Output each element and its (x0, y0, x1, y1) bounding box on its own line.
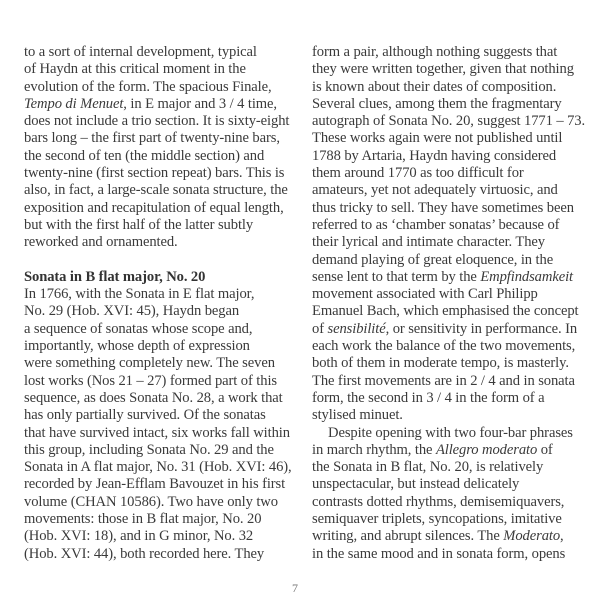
text-line: were something completely new. The seven (24, 355, 275, 372)
text-line: These works again were not published until (312, 130, 563, 147)
text-line: autograph of Sonata No. 20, suggest 1771 – 73. (312, 113, 586, 130)
text-line: the Sonata in B flat, No. 20, is relatively (312, 459, 544, 476)
text-line: a sequence of sonatas whose scope and, (24, 320, 253, 337)
text-line: the second of ten (the middle section) and (24, 147, 265, 164)
text-line: also, in fact, a large-scale sonata structure, the (24, 182, 288, 199)
text-line: in march rhythm, the Allegro moderato of (312, 441, 553, 458)
text-line: importantly, whose depth of expression (24, 338, 250, 355)
text-line: volume (CHAN 10586). Two have only two (24, 493, 278, 510)
italic-term: Empfindsamkeit (480, 268, 573, 285)
text-line: has only partially survived. Of the sonatas (24, 407, 266, 424)
text-line: of Haydn at this critical moment in the (24, 61, 246, 78)
paragraph (312, 425, 587, 563)
text-line: Tempo di Menuet, in E major and 3 / 4 time, (24, 95, 277, 112)
text-line: Several clues, among them the fragmentary (312, 95, 562, 112)
page-number: 7 (292, 581, 298, 595)
italic-term: Tempo di Menuet (24, 95, 124, 112)
text-line: does not include a trio section. It is sixty-eight (24, 113, 290, 130)
text-line: form a pair, although nothing suggests that (312, 44, 558, 60)
text-line: stylised minuet. (312, 407, 403, 424)
text-line: demand playing of great eloquence, in the (312, 251, 554, 268)
text-line: exposition and recapitulation of equal length, (24, 199, 284, 216)
text-line: contrasts dotted rhythms, demisemiquavers, (312, 493, 565, 510)
text-line: referred to as ‘chamber sonatas’ because of (312, 216, 560, 233)
paragraph (312, 44, 587, 425)
right-column (312, 44, 587, 563)
text-line: their lyrical and intimate character. They (312, 234, 545, 251)
text-line: No. 29 (Hob. XVI: 45), Haydn began (24, 303, 240, 320)
text-line: writing, and abrupt silences. The Moderato, (312, 528, 564, 545)
paragraph (24, 44, 289, 252)
text-line: amateurs, yet not adequately virtuosic, and (312, 182, 558, 199)
text-line: of sensibilité, or sensitivity in performance. In (312, 320, 578, 337)
text-line: sequence, as does Sonata No. 28, a work that (24, 389, 283, 406)
text-line: Despite opening with two four-bar phrases (328, 424, 573, 441)
text-line: semiquaver triplets, syncopations, imitative (312, 511, 562, 528)
section-heading: Sonata in B flat major, No. 20 (24, 268, 206, 285)
text-line: that have survived intact, six works fall within (24, 424, 290, 441)
left-column (24, 44, 292, 563)
paragraph-gap (24, 252, 289, 269)
text-line: movement associated with Carl Philipp (312, 286, 538, 303)
text-line: evolution of the form. The spacious Finale, (24, 78, 272, 95)
text-line: them around 1770 as too difficult for (312, 165, 524, 182)
text-line: both of them in moderate tempo, is masterly. (312, 355, 569, 372)
italic-term: sensibilité (327, 320, 386, 337)
text-line: in the same mood and in sonata form, opens (312, 545, 566, 562)
text-line: lost works (Nos 21 – 27) formed part of this (24, 372, 277, 389)
text-line: bars long – the first part of twenty-nine bars, (24, 130, 280, 147)
italic-term: Allegro moderato (435, 441, 538, 458)
text-line: recorded by Jean-Efflam Bavouzet in his first (24, 476, 286, 493)
text-line: but with the first half of the latter subtly (24, 216, 254, 233)
text-line: In 1766, with the Sonata in E flat major, (24, 286, 255, 303)
text-line: (Hob. XVI: 18), and in G minor, No. 32 (24, 528, 254, 545)
text-line: is known about their dates of composition. (312, 78, 557, 95)
italic-term: Moderato (503, 528, 561, 545)
text-line: they were written together, given that nothing (312, 61, 574, 78)
text-line: 1788 by Artaria, Haydn having considered (312, 147, 557, 164)
text-line: this group, including Sonata No. 29 and the (24, 441, 274, 458)
paragraph (24, 286, 292, 563)
text-line: The first movements are in 2 / 4 and in sonata (312, 372, 575, 389)
text-line: form, the second in 3 / 4 in the form of a (312, 389, 545, 406)
text-line: thus tricky to sell. They have sometimes been (312, 199, 574, 216)
text-line: movements: those in B flat major, No. 20 (24, 511, 262, 528)
text-line: twenty-nine (first section repeat) bars. This is (24, 165, 285, 182)
text-line: reworked and ornamented. (24, 234, 178, 251)
text-line: Sonata in A flat major, No. 31 (Hob. XVI: 46), (24, 459, 292, 476)
text-line: Emanuel Bach, which emphasised the concept (312, 303, 579, 320)
text-line: sense lent to that term by the Empfindsamkeit (312, 268, 573, 285)
text-line: unspectacular, but instead delicately (312, 476, 520, 493)
text-line: (Hob. XVI: 44), both recorded here. They (24, 545, 265, 562)
text-line: to a sort of internal development, typical (24, 44, 257, 60)
text-line: each work the balance of the two movements, (312, 338, 576, 355)
